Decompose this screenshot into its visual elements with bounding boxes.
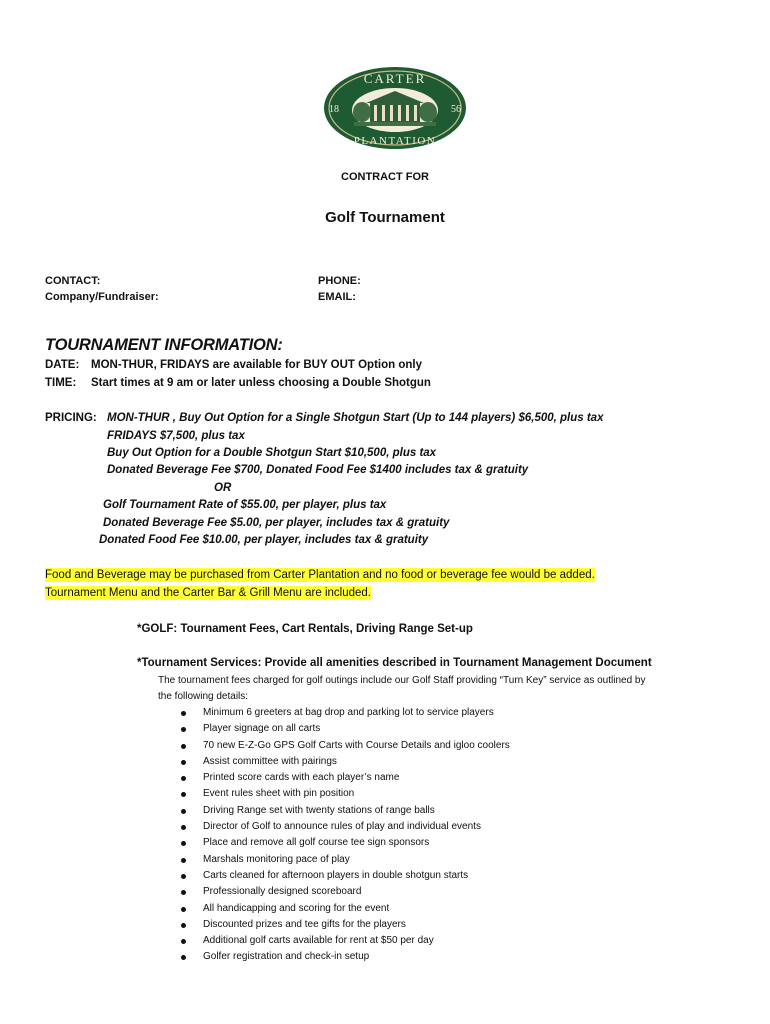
bullet-icon [181,809,186,814]
services-intro-line: the following details: [158,691,249,702]
bullet-icon [181,825,186,830]
list-item: Director of Golf to announce rules of play and individual events [178,819,510,835]
bullet-icon [181,939,186,944]
bullet-icon [181,792,186,797]
logo-year-left: 18 [329,104,339,115]
logo-year-right: 56 [451,104,461,115]
list-item: Place and remove all golf course tee sign sponsors [178,835,510,851]
carter-plantation-logo [318,64,472,152]
bullet-icon [181,711,186,716]
pricing-line: MON-THUR , Buy Out Option for a Single Shotgun Start (Up to 144 players) $6,500, plus tax [107,412,604,424]
pricing-line: Donated Beverage Fee $5.00, per player, includes tax & gratuity [103,517,450,529]
logo-top-text: CARTER [363,71,427,86]
bullet-icon [181,858,186,863]
pricing-or: OR [214,482,232,494]
pricing-line: Donated Beverage Fee $700, Donated Food Fee $1400 includes tax & gratuity [107,464,529,476]
bullet-icon [181,727,186,732]
list-item: All handicapping and scoring for the event [178,901,510,917]
pricing-label: PRICING: [45,412,97,424]
highlight-line [45,587,371,599]
list-item: Player signage on all carts [178,721,510,737]
email-label: EMAIL: [318,291,356,303]
bullet-icon [181,776,186,781]
tournament-info-heading: TOURNAMENT INFORMATION: [45,336,283,354]
services-list [178,705,510,966]
bullet-icon [181,744,186,749]
pricing-line: Golf Tournament Rate of $55.00, per player, plus tax [103,499,387,511]
pricing-line: Buy Out Option for a Double Shotgun Start $10,500, plus tax [107,447,437,459]
list-item: Event rules sheet with pin position [178,786,510,802]
services-intro-line: The tournament fees charged for golf outings include our Golf Staff providing “Turn Key” service as outlined by [158,675,646,686]
highlight-text: Tournament Menu and the Carter Bar & Grill Menu are included. [45,587,371,599]
list-item: Carts cleaned for afternoon players in double shotgun starts [178,868,510,884]
bullet-icon [181,923,186,928]
bullet-icon [181,890,186,895]
services-intro [158,673,738,705]
list-item: Golfer registration and check-in setup [178,949,510,965]
list-item: Discounted prizes and tee gifts for the players [178,917,510,933]
list-item: Assist committee with pairings [178,754,510,770]
list-item: Printed score cards with each player’s name [178,770,510,786]
logo-bottom-text: PLANTATION [353,135,437,147]
list-item: Minimum 6 greeters at bag drop and parking lot to service players [178,705,510,721]
golf-heading: *GOLF: Tournament Fees, Cart Rentals, Driving Range Set-up [137,623,473,635]
contract-for-label: CONTRACT FOR [341,171,429,183]
time-label: TIME: [45,377,77,389]
services-heading: *Tournament Services: Provide all amenities described in Tournament Management Document [137,657,652,669]
document-title: Golf Tournament [325,209,445,226]
list-item: Professionally designed scoreboard [178,884,510,900]
pricing-line: Donated Food Fee $10.00, per player, includes tax & gratuity [99,534,429,546]
list-item: 70 new E-Z-Go GPS Golf Carts with Course Details and igloo coolers [178,738,510,754]
highlight-line [45,569,595,581]
bullet-icon [181,907,186,912]
list-item: Marshals monitoring pace of play [178,852,510,868]
date-label: DATE: [45,359,80,371]
list-item: Driving Range set with twenty stations of range balls [178,803,510,819]
bullet-icon [181,874,186,879]
company-label: Company/Fundraiser: [45,291,159,303]
bullet-icon [181,841,186,846]
date-value: MON-THUR, FRIDAYS are available for BUY OUT Option only [91,359,422,371]
date-line [45,359,422,371]
time-line [45,377,431,389]
contact-label: CONTACT: [45,275,101,287]
list-item: Additional golf carts available for rent at $50 per day [178,933,510,949]
pricing-line: FRIDAYS $7,500, plus tax [107,430,245,442]
phone-label: PHONE: [318,275,361,287]
bullet-icon [181,760,186,765]
highlight-text: Food and Beverage may be purchased from Carter Plantation and no food or beverage fee would be added. [45,569,595,581]
bullet-icon [181,955,186,960]
time-value: Start times at 9 am or later unless choosing a Double Shotgun [91,377,431,389]
